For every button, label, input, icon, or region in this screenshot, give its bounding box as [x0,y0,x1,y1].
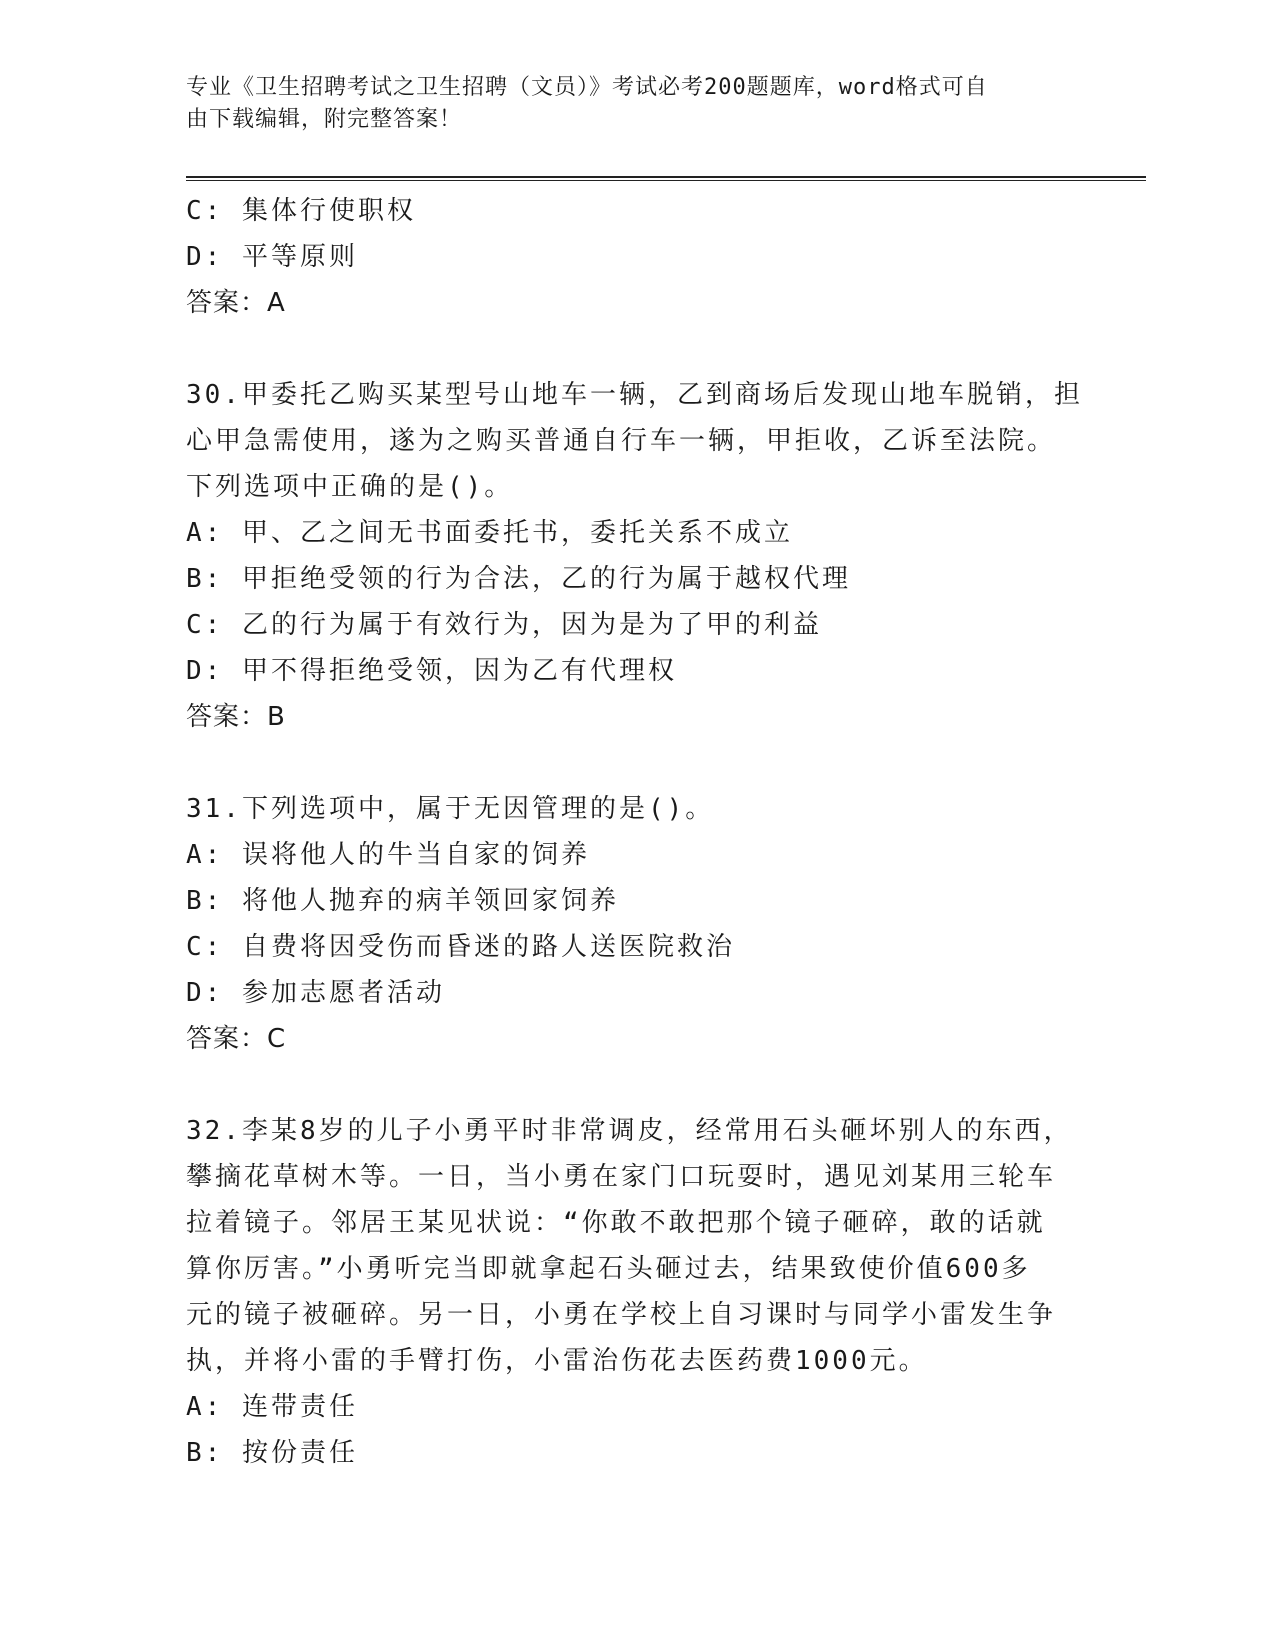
header-divider [186,176,1146,181]
question-stem [186,786,1076,832]
option-a: A: 误将他人的牛当自家的饲养 [186,840,590,870]
option-c: C: 集体行使职权 [186,196,416,226]
option-c: C: 乙的行为属于有效行为，因为是为了甲的利益 [186,610,822,640]
stem-line: 攀摘花草树木等。一日，当小勇在家门口玩耍时，遇见刘某用三轮车 [186,1162,1057,1192]
question-31 [186,786,1086,1062]
option-c: C: 自费将因受伤而昏迷的路人送医院救治 [186,932,735,962]
question-30 [186,372,1086,740]
stem-line: 32.李某8岁的儿子小勇平时非常调皮，经常用石头砸坏别人的东西， [186,1116,1073,1146]
stem-line: 执，并将小雷的手臂打伤，小雷治伤花去医药费1000元。 [186,1346,928,1376]
answer-label: 答案：B [186,702,286,732]
spacer [186,740,1086,786]
stem-line: 元的镜子被砸碎。另一日，小勇在学校上自习课时与同学小雷发生争 [186,1300,1057,1330]
option-b: B: 将他人抛弃的病羊领回家饲养 [186,886,619,916]
answer-label: 答案：A [186,288,286,318]
option-b: B: 按份责任 [186,1438,358,1468]
stem-line: 心甲急需使用，遂为之购买普通自行车一辆，甲拒收，乙诉至法院。 [186,426,1057,456]
stem-line: 算你厉害。”小勇听完当即就拿起石头砸过去，结果致使价值600多 [186,1254,1031,1284]
option-a: A: 甲、乙之间无书面委托书，委托关系不成立 [186,518,793,548]
question-stem [186,1108,1076,1384]
header-line: 由下载编辑，附完整答案！ [186,107,463,132]
option-a: A: 连带责任 [186,1392,358,1422]
page-header [186,72,1066,136]
question-32 [186,1108,1086,1476]
prev-question [186,188,1086,326]
document-body [186,188,1086,1476]
header-line: 专业《卫生招聘考试之卫生招聘（文员）》考试必考200题题库，word格式可自 [186,75,988,100]
option-d: D: 平等原则 [186,242,358,272]
option-d: D: 甲不得拒绝受领，因为乙有代理权 [186,656,677,686]
stem-line: 拉着镜子。邻居王某见状说：“你敢不敢把那个镜子砸碎，敢的话就 [186,1208,1046,1238]
stem-line: 31.下列选项中，属于无因管理的是()。 [186,794,715,824]
spacer [186,1062,1086,1108]
stem-line: 30.甲委托乙购买某型号山地车一辆，乙到商场后发现山地车脱销，担 [186,380,1083,410]
option-d: D: 参加志愿者活动 [186,978,445,1008]
question-stem [186,372,1083,510]
spacer [186,326,1086,372]
option-b: B: 甲拒绝受领的行为合法，乙的行为属于越权代理 [186,564,851,594]
stem-line: 下列选项中正确的是()。 [186,472,514,502]
answer-label: 答案：C [186,1024,287,1054]
